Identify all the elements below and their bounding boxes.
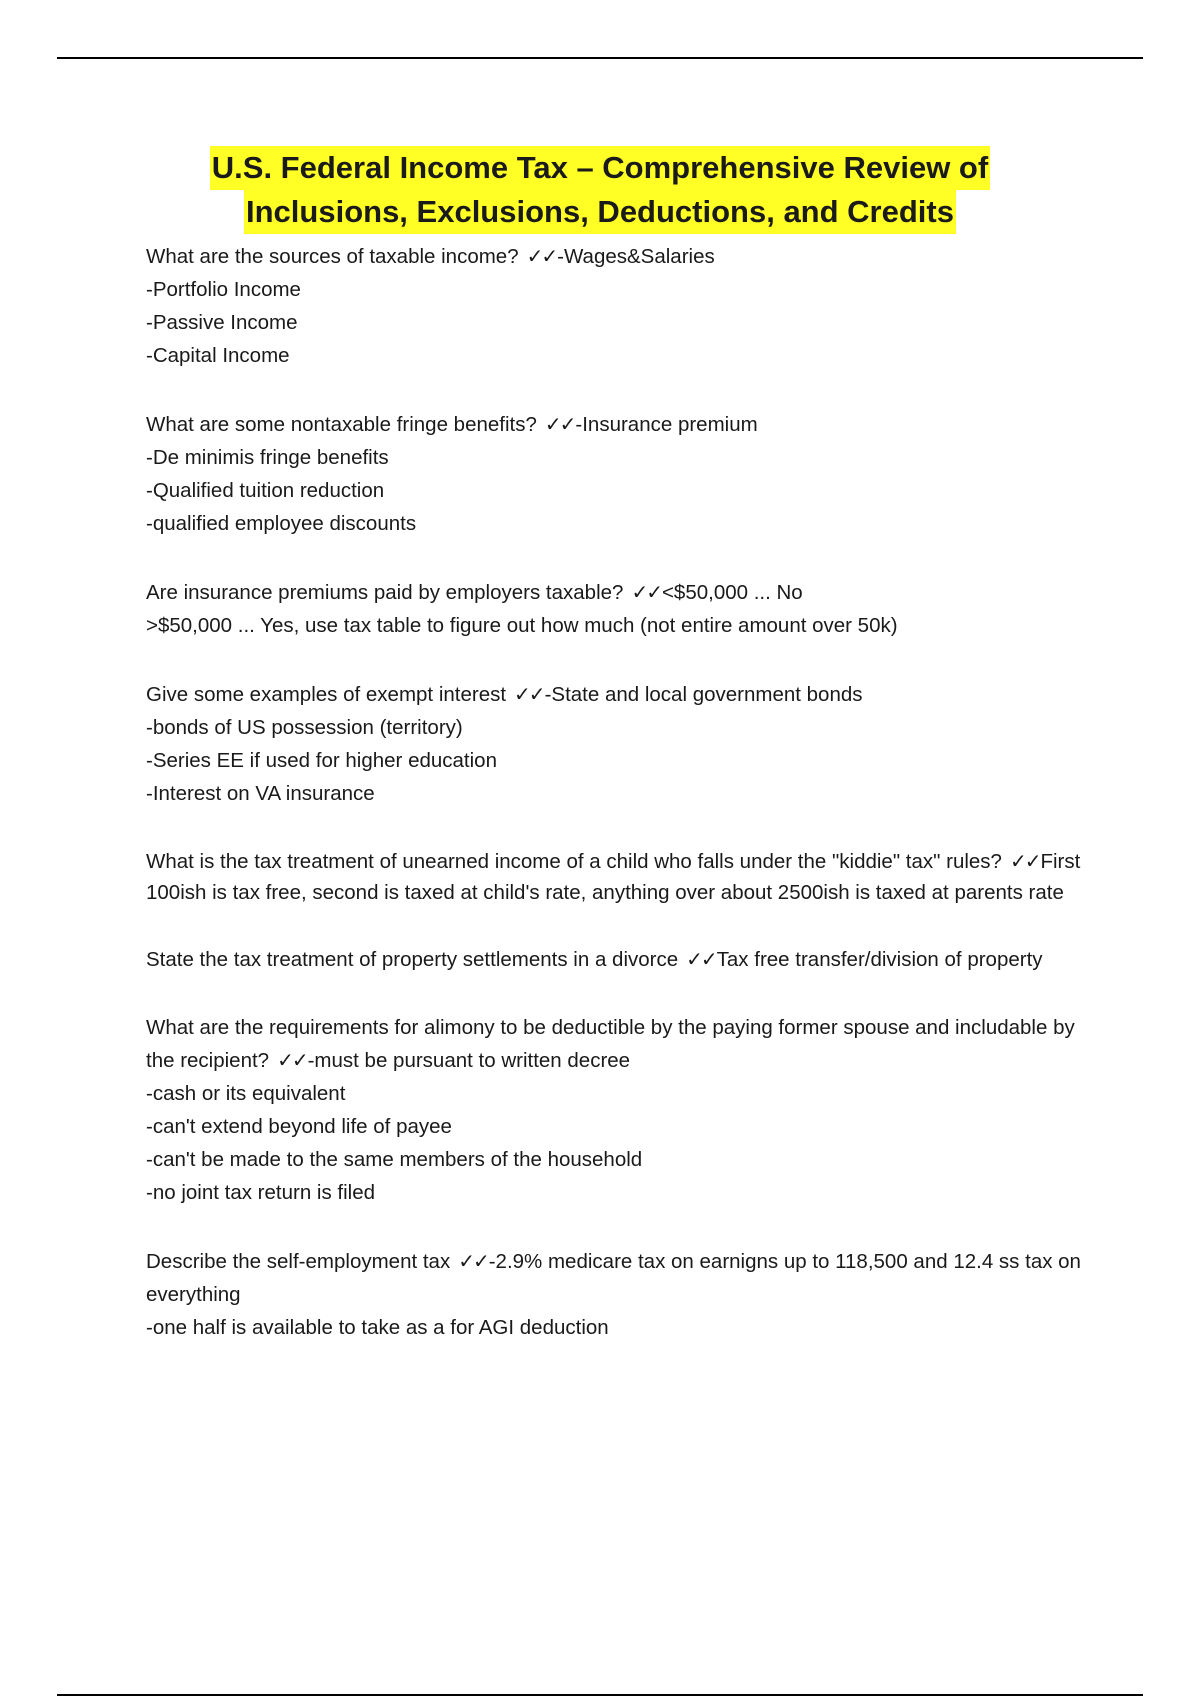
answer-line: -qualified employee discounts [146,512,417,535]
qa-item [146,1011,1096,1209]
question-text: What are some nontaxable fringe benefits? [146,413,537,436]
answer-line: -Portfolio Income [146,278,301,301]
answer-line: -bonds of US possession (territory) [146,716,463,739]
answer-line: -Series EE if used for higher education [146,749,497,772]
answer-text: -State and local government bonds [544,683,863,706]
answer-text: -2.9% medicare tax on earnigns up to 118,500 and 12.4 ss tax on everything [146,1250,1081,1306]
answer-line: -can't extend beyond life of payee [146,1115,452,1138]
top-rule [57,57,1143,59]
answer-text: -must be pursuant to written decree [307,1049,631,1072]
question-text: What is the tax treatment of unearned income of a child who falls under the "kiddie" tax" rules? [146,850,1002,873]
qa-item [146,576,1096,642]
answer-line: -Passive Income [146,311,298,334]
qa-first-line [146,1011,1096,1077]
title-line-1: U.S. Federal Income Tax – Comprehensive Review of [210,146,990,190]
question-text: Describe the self-employment tax [146,1250,451,1273]
double-check-icon: ✓✓ [526,244,557,268]
answer-text: Tax free transfer/division of property [716,948,1043,971]
qa-first-line [146,846,1096,908]
question-text: State the tax treatment of property settlements in a divorce [146,948,679,971]
double-check-icon: ✓✓ [1009,849,1040,873]
qa-first-line [146,408,1096,441]
answer-line: -Qualified tuition reduction [146,479,385,502]
answer-text: -Wages&Salaries [557,245,715,268]
answer-line: -one half is available to take as a for AGI deduction [146,1316,609,1339]
question-text: What are the requirements for alimony to be deductible by the paying former spouse and includable by the recipient? [146,1016,1075,1072]
qa-list [146,240,1096,1380]
document-title [100,146,1100,234]
title-line-2: Inclusions, Exclusions, Deductions, and Credits [244,190,956,234]
double-check-icon: ✓✓ [458,1249,488,1273]
double-check-icon: ✓✓ [277,1048,307,1072]
answer-line: -Interest on VA insurance [146,782,375,805]
qa-first-line [146,678,1096,711]
question-text: What are the sources of taxable income? [146,245,519,268]
answer-text: <$50,000 ... No [661,581,803,604]
question-text: Give some examples of exempt interest [146,683,507,706]
question-text: Are insurance premiums paid by employers taxable? [146,581,624,604]
bottom-rule [57,1694,1143,1696]
qa-item [146,408,1096,540]
double-check-icon: ✓✓ [631,580,661,604]
answer-line: -cash or its equivalent [146,1082,346,1105]
double-check-icon: ✓✓ [686,947,716,971]
qa-first-line [146,1245,1096,1311]
answer-text: First 100ish is tax free, second is taxed at child's rate, anything over about 2500ish is taxed at parents rate [146,850,1081,904]
answer-text: -Insurance premium [575,413,758,436]
qa-item [146,846,1096,908]
qa-item [146,1245,1096,1344]
answer-line: -De minimis fringe benefits [146,446,389,469]
qa-first-line [146,240,1096,273]
answer-line: >$50,000 ... Yes, use tax table to figure out how much (not entire amount over 50k) [146,614,898,637]
qa-item [146,944,1096,975]
qa-first-line [146,576,1096,609]
double-check-icon: ✓✓ [544,412,575,436]
answer-line: -no joint tax return is filed [146,1181,376,1204]
double-check-icon: ✓✓ [514,682,544,706]
qa-first-line [146,944,1096,975]
qa-item [146,678,1096,810]
qa-item [146,240,1096,372]
answer-line: -can't be made to the same members of the household [146,1148,643,1171]
answer-line: -Capital Income [146,344,290,367]
